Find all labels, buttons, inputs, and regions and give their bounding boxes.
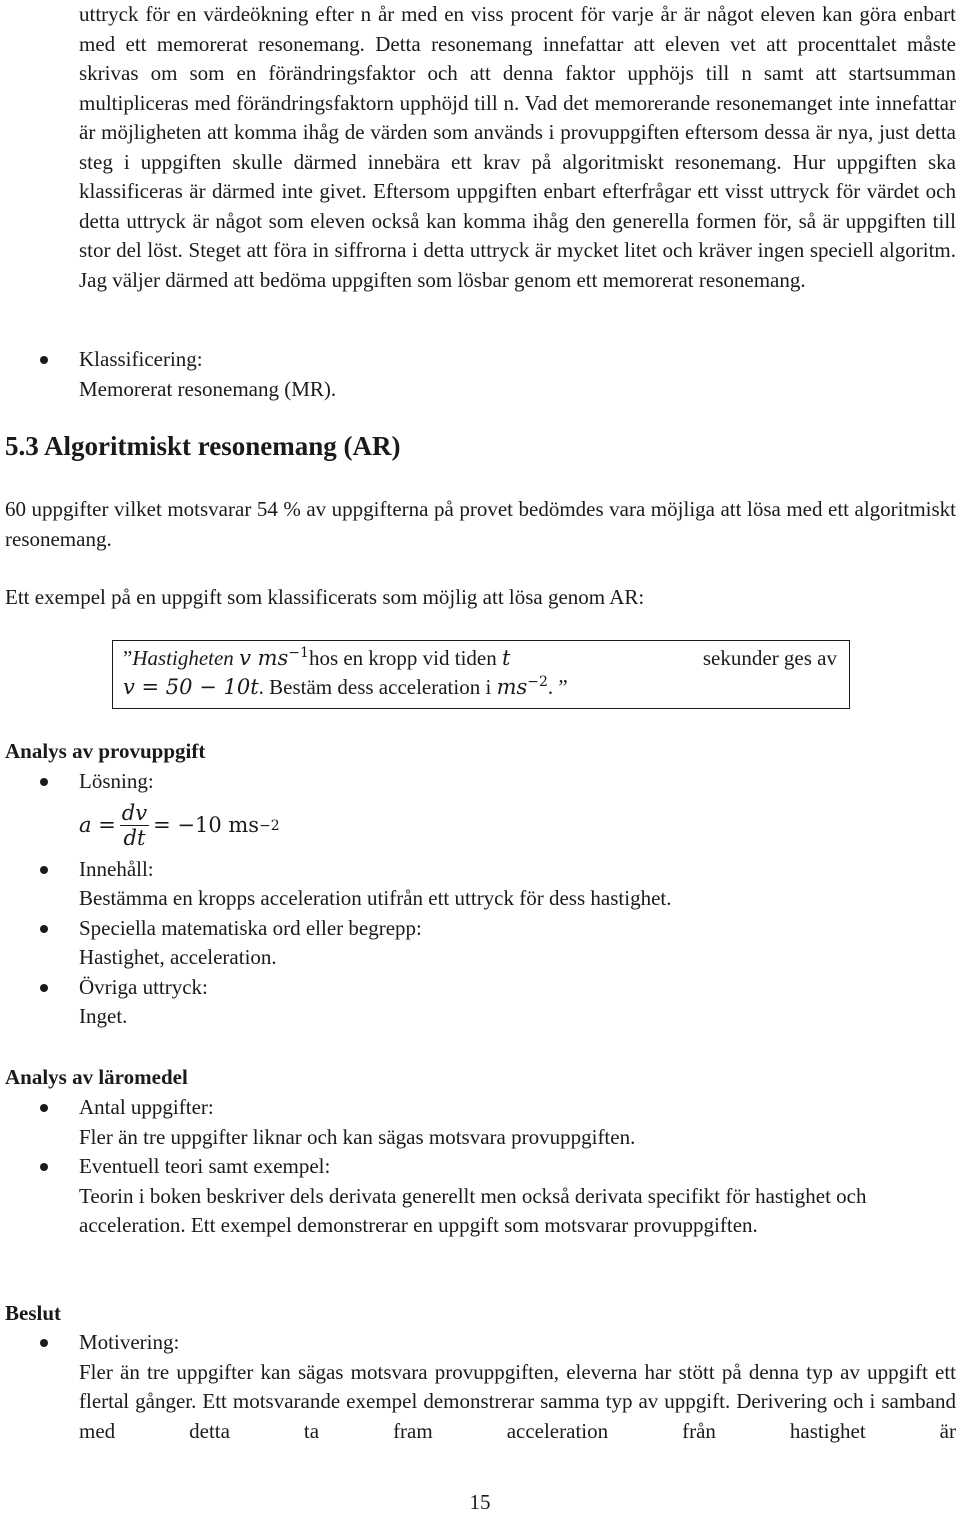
section-title: 5.3 Algoritmiskt resonemang (AR) [5, 431, 401, 461]
intro-paragraph: uttryck för en värdeökning efter n år med en viss procent för varje år är något eleven kan göra enbart med ett memorerat resonemang. Detta resonemang innefattar att eleven vet att procenttalet måste skrivas om som en förändringsfaktor och att denna faktor upphöjs till n samt att startsumman multipliceras med förändringsfaktorn upphöjd till n. Vad det memorerande resonemanget inte innefattar är möjligheten att komma ihåg de värden som används i provuppgiften eftersom dessa är nya, just detta steg i uppgiften skulle därmed innebära ett krav på algoritmiskt resonemang. Hur uppgiften ska klassificeras är därmed inte givet. Eftersom uppgiften enbart efterfrågar ett visst uttryck för värdet och detta uttryck är något som eleven också kan komma ihåg den generella formen för, så är uppgiften till stor del löst. Steget att föra in siffrorna i detta uttryck är mycket litet och kräver ingen speciell algoritm. Jag väljer därmed att bedöma uppgiften som lösbar genom ett memorerat resonemang. [79, 2, 956, 292]
beslut-list [0, 1328, 956, 1446]
analys-lm-list [0, 1093, 956, 1241]
list-item: Lösning: a = $\frac{dv}{dt}$ = −10 ms −2 [0, 767, 956, 855]
bullet-icon [40, 1339, 48, 1347]
page-number: 15 [469, 1490, 491, 1514]
section-paragraph: 60 uppgifter vilket motsvarar 54 % av uppgifterna på provet bedömdes vara möjliga att lösa med ett algoritmiskt resonemang. [5, 497, 956, 551]
list-item: Eventuell teori samt exempel: Teorin i boken beskriver dels derivata generellt men också derivata specifikt för hastighet och acceleration. Ett exempel demonstrerar en uppgift som motsvarar provuppgiften. [0, 1152, 956, 1241]
bullet-icon [40, 925, 48, 933]
analys-laromedel-heading: Analys av läromedel [5, 1065, 188, 1089]
list-item: Speciella matematiska ord eller begrepp: Hastighet, acceleration. [0, 914, 956, 973]
list-item: Övriga uttryck: Inget. [0, 973, 956, 1032]
derivative-fraction: $\frac{dv}{dt}$ [121, 801, 148, 850]
bullet-icon [40, 866, 48, 874]
list-item: Motivering: Fler än tre uppgifter kan sägas motsvara provuppgiften, eleverna har stött på denna typ av uppgift ett flertal gånger. Ett motsvarande exempel demonstrerar samma typ av uppgift. Derivering och i samband med detta ta fram acceleration från hastighet är [0, 1328, 956, 1446]
analys-prov-list [0, 767, 956, 1032]
analys-provuppgift-heading: Analys av provuppgift [5, 739, 206, 763]
solution-formula: a = $\frac{dv}{dt}$ = −10 ms −2 [79, 801, 280, 850]
example-formula: v = 50 − 10t [123, 675, 259, 699]
bullet-icon [40, 1104, 48, 1112]
beslut-heading: Beslut [5, 1301, 62, 1325]
list-item [0, 345, 956, 404]
classification-value: Memorerat resonemang (MR). [79, 376, 337, 401]
example-word: Hastigheten [132, 646, 234, 670]
bullet-icon [40, 984, 48, 992]
list-item: Antal uppgifter: Fler än tre uppgifter liknar och kan sägas motsvara provuppgiften. [0, 1093, 956, 1152]
example-task-box: ”Hastigheten v $ms^{-1}hos$ en kropp vid tiden t sekunder ges av v = 50 − 10t. Bestäm dess acceleration i $ms^{-2}$. ” [112, 640, 850, 709]
example-intro: Ett exempel på en uppgift som klassificerats som möjlig att lösa genom AR: [5, 585, 645, 609]
bullet-icon [40, 356, 48, 364]
intro-bullet-list [0, 345, 956, 404]
bullet-icon [40, 778, 48, 786]
bullet-icon [40, 1163, 48, 1171]
list-item: Innehåll: Bestämma en kropps acceleration utifrån ett uttryck för dess hastighet. [0, 855, 956, 914]
classification-label: Klassificering: [79, 347, 203, 371]
